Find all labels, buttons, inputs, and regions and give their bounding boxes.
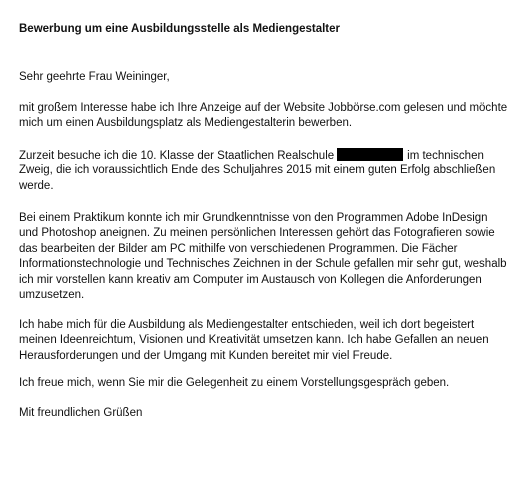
paragraph-line: werde. (19, 179, 54, 192)
letter-salutation (19, 70, 511, 85)
paragraph-line: das bearbeiten der Bilder am PC mithilfe von verschiedenen Programmen. Die Fächer (19, 242, 458, 255)
letter-closing (19, 406, 511, 421)
paragraph-line: Herausforderungen und der Umgang mit Kunden bereitet mir viel Freude. (19, 349, 393, 362)
paragraph-line: mich um einen Ausbildungsplatz als Mediengestalterin bewerben. (19, 117, 353, 130)
paragraph-motivation (19, 318, 511, 364)
paragraph-line: ich mir vorstellen kann kreativ am Computer im Austausch von Kollegen die Anforderungen (19, 273, 482, 286)
paragraph-line: Bei einem Praktikum konnte ich mir Grundkenntnisse von den Programmen Adobe InDesign (19, 212, 488, 224)
paragraph-line: Zweig, die ich voraussichtlich Ende des Schuljahres 2015 mit einem guten Erfolg abschließen (19, 164, 496, 177)
paragraph-school (19, 148, 511, 194)
school-line-end: im technischen (407, 150, 484, 162)
letter-subject: Bewerbung um eine Ausbildungsstelle als Mediengestalter (19, 23, 341, 35)
redaction-block (337, 148, 403, 161)
paragraph-line: umzusetzen. (19, 288, 85, 301)
paragraph-line: Ich habe mich für die Ausbildung als Mediengestalter entschieden, weil ich dort begeistert (19, 319, 475, 331)
paragraph-line: meinen Ideenreichtum, Visionen und Kreativität umsetzen kann. Ich habe Gefallen an neuen (19, 334, 489, 347)
paragraph-line: und Photoshop aneignen. Zu meinen persönlichen Interessen gehört das Fotografieren sowie (19, 227, 495, 240)
paragraph-line: mit großem Interesse habe ich Ihre Anzeige auf der Website Jobbörse.com gelesen und möchte (19, 102, 508, 114)
school-line-start: Zurzeit besuche ich die 10. Klasse der Staatlichen Realschule (19, 150, 335, 162)
paragraph-interest (19, 101, 511, 132)
paragraph-interview (19, 376, 511, 391)
paragraph-line: Informationstechnologie und Technisches Zeichnen in der Schule gefallen mir sehr gut, weshalb (19, 258, 507, 271)
paragraph-internship (19, 211, 511, 303)
paragraph-line (19, 148, 511, 163)
paragraph-line: Ich freue mich, wenn Sie mir die Gelegenheit zu einem Vorstellungsgespräch geben. (19, 377, 450, 389)
salutation-line: Sehr geehrte Frau Weininger, (19, 71, 170, 83)
closing-line: Mit freundlichen Grüßen (19, 407, 143, 419)
